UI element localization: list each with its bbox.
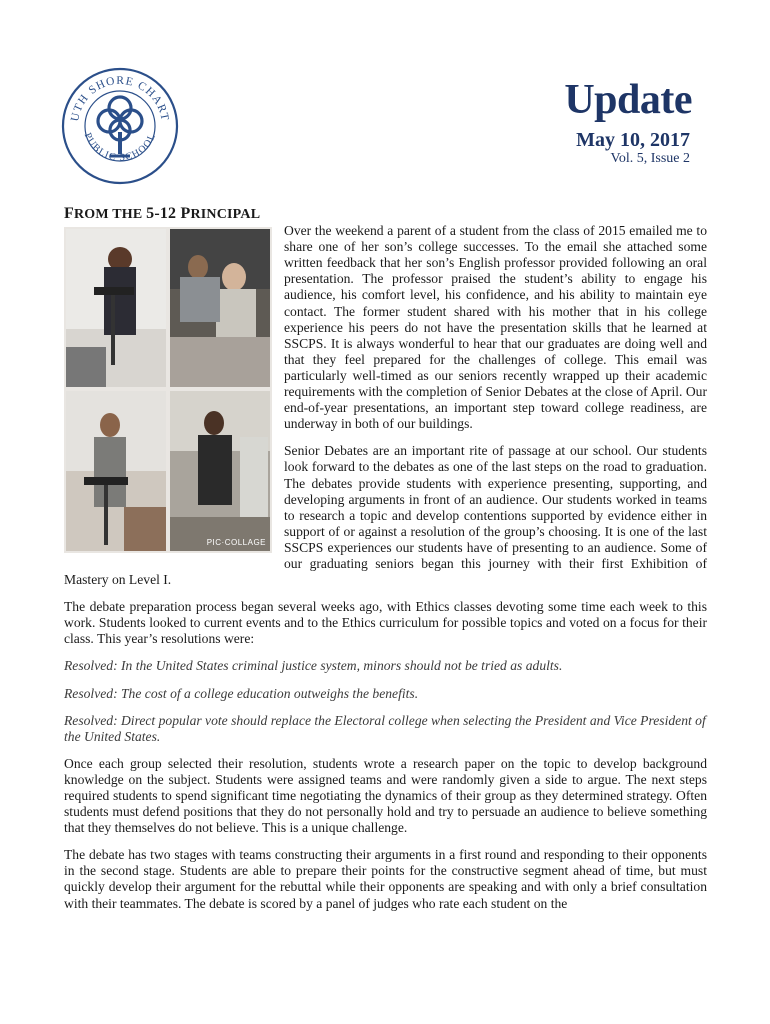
issue-volume: Vol. 5, Issue 2 xyxy=(610,151,690,166)
paragraph-4: Once each group selected their resolution, students wrote a research paper on the topic to develop background knowledge on the subject. Students were assigned teams and were randomly given a side to argue. The next steps required students to spend significant time negotiating the dynamics of their group as they determined strategy. Often students must defend positions that they do not personally hold and try to persuade an audience to believe something that they themselves do not believe. This is a unique challenge. xyxy=(64,755,707,836)
collage-photo-3 xyxy=(66,391,166,551)
resolution-3: Resolved: Direct popular vote should replace the Electoral college when selecting the President and Vice President of the United States. xyxy=(64,712,706,744)
school-logo xyxy=(60,66,180,186)
resolution-1: Resolved: In the United States criminal justice system, minors should not be tried as adults. xyxy=(64,658,563,674)
tree-icon xyxy=(98,97,142,156)
paragraph-2: Senior Debates are an important rite of passage at our school. Our students look forward to the debates as one of the last steps on the road to graduation. The debates provide students with experience presenting, supporting, and developing arguments in front of an audience. Our students worked in teams to research a topic and develop contentions supported by evidence either in support of or against a resolution of the group’s choosing. It is one of the last SSCPS experiences our students have of presenting to an audience. Some of our graduating seniors began this journey with their first Exhibition of Mastery on Level I. xyxy=(64,443,707,588)
collage-photo-2 xyxy=(170,229,270,387)
photo-collage xyxy=(64,227,272,553)
resolution-2: Resolved: The cost of a college education outweighs the benefits. xyxy=(64,685,419,701)
issue-date: May 10, 2017 xyxy=(576,129,690,151)
newsletter-title: Update xyxy=(564,77,692,123)
collage-photo-4 xyxy=(170,391,270,551)
paragraph-1: Over the weekend a parent of a student from the class of 2015 emailed me to share one of her son’s college successes. To the email she attached some written feedback that her son’s English professor provided following an oral presentation. The professor praised the student’s ability to engage his audience, his comfort level, his confidence, and his ability to maintain eye contact. The former student shared with his mother that in his college experience his peers do not have the presentation skills that he learned at SSCPS. It is always wonderful to hear that our graduates are doing well and that they feel prepared for the challenges of college. This email was particularly well-timed as our seniors recently wrapped up their academic requirements with the completion of Senior Debates at the close of April. Our end-of-year presentations, an important step toward college readiness, are underway in both of our buildings. xyxy=(284,223,707,432)
logo-text-top: UTH SHORE CHART xyxy=(69,74,171,123)
logo-text-bottom: PUBLIC SCHOOL xyxy=(81,131,159,164)
section-heading: FROM THE 5-12 PRINCIPAL xyxy=(64,205,261,222)
collage-photo-1 xyxy=(66,229,166,387)
collage-watermark: PIC·COLLAGE xyxy=(206,538,266,548)
paragraph-3: The debate preparation process began several weeks ago, with Ethics classes devoting some time each week to this work. Students looked to current events and to the Ethics curriculum for possible topics and voted on a focus for their class. This year’s resolutions were: xyxy=(64,599,707,647)
paragraph-5: The debate has two stages with teams constructing their arguments in a first round and responding to their opponents in the second stage. Students are able to prepare their points for the constructive segment ahead of time, but must quickly develop their argument for the rebuttal while their opponents are speaking and with only a brief consultation with their teammates. The debate is scored by a panel of judges who rate each student on the xyxy=(64,847,707,911)
article-body xyxy=(64,206,707,923)
